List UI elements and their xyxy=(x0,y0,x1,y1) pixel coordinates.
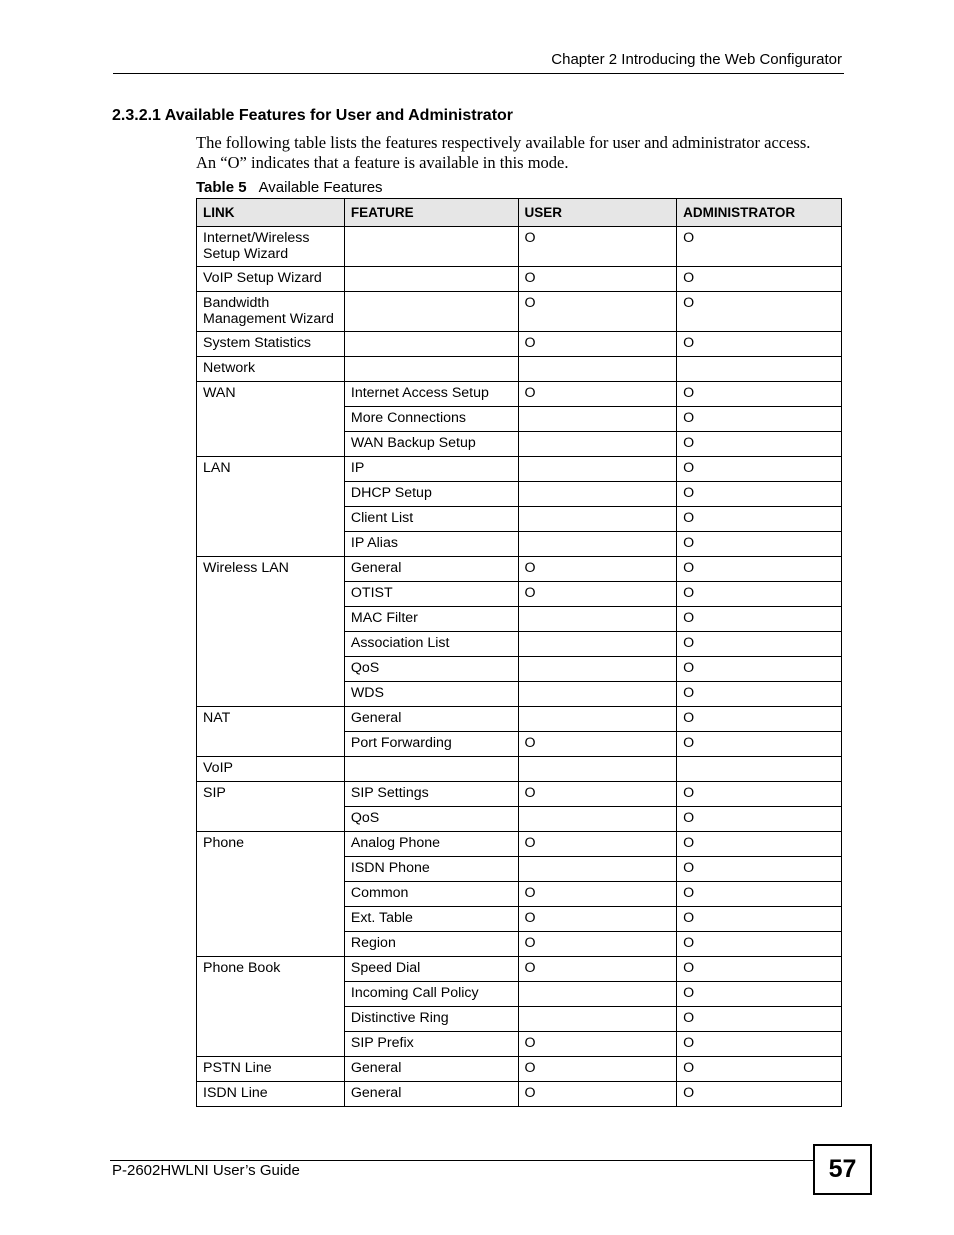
user-cell xyxy=(518,507,677,532)
table-row xyxy=(197,267,842,292)
link-cell: PSTN Line xyxy=(197,1057,345,1082)
header-rule xyxy=(113,73,844,74)
feature-cell: OTIST xyxy=(344,582,518,607)
user-cell xyxy=(518,482,677,507)
user-cell: O xyxy=(518,907,677,932)
feature-cell: IP xyxy=(344,457,518,482)
table-row xyxy=(197,832,842,857)
user-cell xyxy=(518,357,677,382)
admin-cell: O xyxy=(677,227,842,267)
admin-cell: O xyxy=(677,482,842,507)
link-cell: System Statistics xyxy=(197,332,345,357)
admin-cell: O xyxy=(677,332,842,357)
admin-cell: O xyxy=(677,382,842,407)
user-cell: O xyxy=(518,882,677,907)
admin-cell: O xyxy=(677,882,842,907)
table-caption-title: Available Features xyxy=(258,179,383,196)
user-cell xyxy=(518,532,677,557)
table-row xyxy=(197,782,842,807)
admin-cell: O xyxy=(677,982,842,1007)
table-row xyxy=(197,557,842,582)
link-cell: Network xyxy=(197,357,345,382)
feature-cell: Incoming Call Policy xyxy=(344,982,518,1007)
intro-line-2: An “O” indicates that a feature is available in this mode. xyxy=(196,153,569,172)
table-row xyxy=(197,1082,842,1107)
feature-cell: Analog Phone xyxy=(344,832,518,857)
link-cell: VoIP Setup Wizard xyxy=(197,267,345,292)
feature-cell: QoS xyxy=(344,657,518,682)
user-cell: O xyxy=(518,732,677,757)
feature-cell: ISDN Phone xyxy=(344,857,518,882)
user-cell: O xyxy=(518,267,677,292)
user-cell: O xyxy=(518,332,677,357)
admin-cell: O xyxy=(677,582,842,607)
user-cell xyxy=(518,632,677,657)
feature-cell: WAN Backup Setup xyxy=(344,432,518,457)
user-cell xyxy=(518,857,677,882)
admin-cell: O xyxy=(677,682,842,707)
admin-cell: O xyxy=(677,267,842,292)
table-row xyxy=(197,957,842,982)
user-cell: O xyxy=(518,832,677,857)
user-cell: O xyxy=(518,957,677,982)
intro-line-1: The following table lists the features respectively available for user and administrator access. xyxy=(196,133,811,152)
header-administrator: ADMINISTRATOR xyxy=(677,199,842,227)
link-cell: VoIP xyxy=(197,757,345,782)
link-cell: SIP xyxy=(197,782,345,832)
feature-cell: Port Forwarding xyxy=(344,732,518,757)
admin-cell: O xyxy=(677,932,842,957)
feature-cell: Speed Dial xyxy=(344,957,518,982)
user-cell: O xyxy=(518,227,677,267)
header-user: USER xyxy=(518,199,677,227)
guide-title: P-2602HWLNI User’s Guide xyxy=(112,1162,300,1179)
feature-cell: Region xyxy=(344,932,518,957)
feature-cell: QoS xyxy=(344,807,518,832)
link-cell: WAN xyxy=(197,382,345,457)
link-cell: Phone xyxy=(197,832,345,957)
admin-cell: O xyxy=(677,807,842,832)
admin-cell: O xyxy=(677,407,842,432)
admin-cell: O xyxy=(677,832,842,857)
feature-cell xyxy=(344,227,518,267)
user-cell xyxy=(518,407,677,432)
user-cell: O xyxy=(518,557,677,582)
feature-cell: SIP Prefix xyxy=(344,1032,518,1057)
user-cell: O xyxy=(518,932,677,957)
feature-cell xyxy=(344,332,518,357)
user-cell xyxy=(518,682,677,707)
user-cell xyxy=(518,1007,677,1032)
table-caption xyxy=(196,179,383,196)
admin-cell xyxy=(677,757,842,782)
user-cell xyxy=(518,707,677,732)
link-cell: Internet/Wireless Setup Wizard xyxy=(197,227,345,267)
table-row xyxy=(197,757,842,782)
feature-cell: Client List xyxy=(344,507,518,532)
feature-cell: General xyxy=(344,557,518,582)
footer-rule xyxy=(110,1160,814,1161)
user-cell xyxy=(518,457,677,482)
admin-cell: O xyxy=(677,507,842,532)
admin-cell: O xyxy=(677,1032,842,1057)
user-cell xyxy=(518,807,677,832)
admin-cell: O xyxy=(677,707,842,732)
feature-cell: MAC Filter xyxy=(344,607,518,632)
admin-cell: O xyxy=(677,957,842,982)
table-row xyxy=(197,357,842,382)
feature-cell: More Connections xyxy=(344,407,518,432)
admin-cell: O xyxy=(677,1082,842,1107)
feature-cell: DHCP Setup xyxy=(344,482,518,507)
admin-cell: O xyxy=(677,907,842,932)
user-cell xyxy=(518,432,677,457)
user-cell: O xyxy=(518,1082,677,1107)
user-cell: O xyxy=(518,292,677,332)
admin-cell: O xyxy=(677,292,842,332)
table-header-row xyxy=(197,199,842,227)
admin-cell: O xyxy=(677,657,842,682)
section-heading: 2.3.2.1 Available Features for User and Administrator xyxy=(112,107,514,124)
feature-cell: Distinctive Ring xyxy=(344,1007,518,1032)
intro-paragraph xyxy=(196,133,846,173)
table-body xyxy=(197,227,842,1107)
user-cell xyxy=(518,657,677,682)
admin-cell: O xyxy=(677,857,842,882)
table-row xyxy=(197,227,842,267)
admin-cell: O xyxy=(677,1007,842,1032)
link-cell: LAN xyxy=(197,457,345,557)
user-cell xyxy=(518,982,677,1007)
admin-cell: O xyxy=(677,607,842,632)
table-row xyxy=(197,382,842,407)
admin-cell: O xyxy=(677,632,842,657)
feature-cell: General xyxy=(344,707,518,732)
admin-cell: O xyxy=(677,732,842,757)
running-header: Chapter 2 Introducing the Web Configurator xyxy=(551,51,842,68)
user-cell xyxy=(518,757,677,782)
feature-cell: Ext. Table xyxy=(344,907,518,932)
table-row xyxy=(197,332,842,357)
user-cell: O xyxy=(518,582,677,607)
table-row xyxy=(197,707,842,732)
feature-cell: IP Alias xyxy=(344,532,518,557)
table-caption-label: Table 5 xyxy=(196,179,247,196)
user-cell: O xyxy=(518,382,677,407)
link-cell: NAT xyxy=(197,707,345,757)
feature-cell: WDS xyxy=(344,682,518,707)
feature-cell xyxy=(344,292,518,332)
user-cell: O xyxy=(518,1057,677,1082)
table-row xyxy=(197,1057,842,1082)
link-cell: ISDN Line xyxy=(197,1082,345,1107)
admin-cell: O xyxy=(677,782,842,807)
admin-cell: O xyxy=(677,457,842,482)
feature-cell: Association List xyxy=(344,632,518,657)
admin-cell: O xyxy=(677,1057,842,1082)
admin-cell: O xyxy=(677,557,842,582)
feature-cell xyxy=(344,757,518,782)
feature-cell: General xyxy=(344,1082,518,1107)
feature-cell: Internet Access Setup xyxy=(344,382,518,407)
user-cell: O xyxy=(518,782,677,807)
feature-cell: Common xyxy=(344,882,518,907)
feature-cell: General xyxy=(344,1057,518,1082)
header-link: LINK xyxy=(197,199,345,227)
link-cell: Wireless LAN xyxy=(197,557,345,707)
feature-cell xyxy=(344,267,518,292)
page-number: 57 xyxy=(813,1144,872,1195)
table-row xyxy=(197,292,842,332)
header-feature: FEATURE xyxy=(344,199,518,227)
admin-cell: O xyxy=(677,432,842,457)
feature-cell: SIP Settings xyxy=(344,782,518,807)
link-cell: Phone Book xyxy=(197,957,345,1057)
table-row xyxy=(197,457,842,482)
features-table xyxy=(196,198,842,1107)
feature-cell xyxy=(344,357,518,382)
admin-cell: O xyxy=(677,532,842,557)
admin-cell xyxy=(677,357,842,382)
user-cell: O xyxy=(518,1032,677,1057)
user-cell xyxy=(518,607,677,632)
link-cell: Bandwidth Management Wizard xyxy=(197,292,345,332)
